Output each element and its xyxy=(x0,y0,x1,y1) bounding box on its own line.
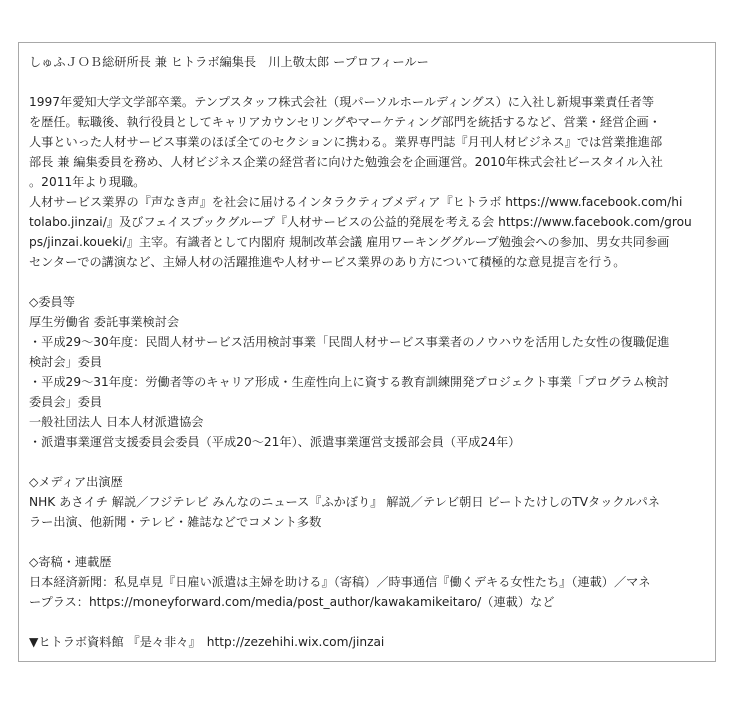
profile-box xyxy=(18,42,716,662)
writing-heading: ◇寄稿・連載歴 xyxy=(29,555,112,569)
bio-line: 部長 兼 編集委員を務め、人材ビジネス企業の経営者に向けた勉強会を企画運営。2010年株式会社ビースタイル入社 xyxy=(29,155,663,169)
bio-line: ps/jinzai.koueki/』主宰。有識者として内閣府 規制改革会議 雇用ワーキンググループ勉強会への参加、男女共同参画 xyxy=(29,235,670,249)
committees-line: 厚生労働省 委託事業検討会 xyxy=(29,315,180,329)
writing-line: 日本経済新聞：私見卓見『日雇い派遣は主婦を助ける』（寄稿）／時事通信『働くデキる女性たち』（連載）／マネ xyxy=(29,575,651,589)
library-link[interactable]: ▼ヒトラボ資料館 『是々非々』 http://zezehihi.wix.com/jinzai xyxy=(29,635,385,649)
bio-line: 人事といった人材サービス事業のほぼ全てのセクションに携わる。業界専門誌『月刊人材ビジネス』では営業推進部 xyxy=(29,135,663,149)
media-heading: ◇メディア出演歴 xyxy=(29,475,123,489)
committees-heading: ◇委員等 xyxy=(29,295,75,309)
bio-line: センターでの講演など、主婦人材の活躍推進や人材サービス業界のあり方について積極的な意見提言を行う。 xyxy=(29,255,626,269)
committees-section xyxy=(29,292,705,452)
committees-line: ・平成29～30年度：民間人材サービス活用検討事業「民間人材サービス事業者のノウハウを活用した女性の復職促進 xyxy=(29,335,670,349)
writing-line: ープラス：https://moneyforward.com/media/post_author/kawakamikeitaro/（連載）など xyxy=(29,595,555,609)
profile-title: しゅふＪＯＢ総研所長 兼 ヒトラボ編集長 川上敬太郎 ープロフィールー xyxy=(29,55,429,69)
committees-line: ・派遣事業運営支援委員会委員（平成20～21年）、派遣事業運営支援部会員（平成24年） xyxy=(29,435,521,449)
library-section xyxy=(29,632,705,652)
committees-line: ・平成29～31年度：労働者等のキャリア形成・生産性向上に資する教育訓練開発プロジェクト事業「プログラム検討 xyxy=(29,375,670,389)
committees-line: 委員会」委員 xyxy=(29,395,103,409)
committees-line: 一般社団法人 日本人材派遣協会 xyxy=(29,415,204,429)
bio-line: 人材サービス業界の『声なき声』を社会に届けるインタラクティブメディア『ヒトラボ https://www.facebook.com/hi xyxy=(29,195,683,209)
bio-line: tolabo.jinzai/』及びフェイスブックグループ『人材サービスの公益的発展を考える会 https://www.facebook.com/grou xyxy=(29,215,692,229)
committees-line: 検討会」委員 xyxy=(29,355,103,369)
bio-line: 。2011年より現職。 xyxy=(29,175,146,189)
media-line: ラー出演、他新聞・テレビ・雑誌などでコメント多数 xyxy=(29,515,322,529)
bio-section xyxy=(29,92,705,272)
writing-section xyxy=(29,552,705,612)
media-section xyxy=(29,472,705,532)
bio-line: を歴任。転職後、執行役員としてキャリアカウンセリングやマーケティング部門を統括するなど、営業・経営企画・ xyxy=(29,115,661,129)
media-line: NHK あさイチ 解説／フジテレビ みんなのニュース『ふかぼり』 解説／テレビ朝日 ビートたけしのTVタックルパネ xyxy=(29,495,660,509)
bio-line: 1997年愛知大学文学部卒業。テンプスタッフ株式会社（現パーソルホールディングス）に入社し新規事業責任者等 xyxy=(29,95,655,109)
